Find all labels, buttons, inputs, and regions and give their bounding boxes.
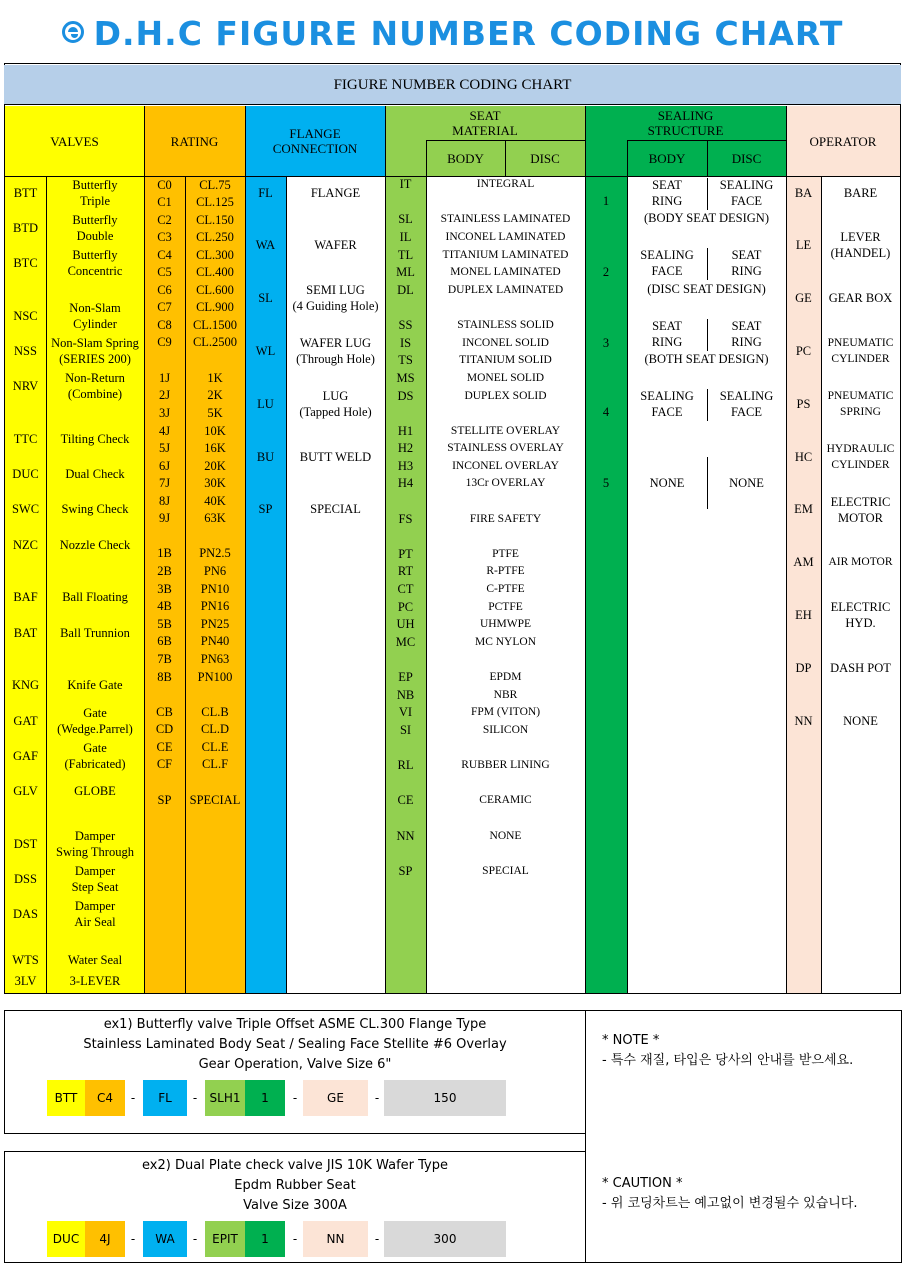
valve-code: NZC: [13, 538, 38, 552]
code-separator: -: [192, 1232, 198, 1246]
valve-code: WTS: [12, 953, 39, 967]
rating-code: 9J: [158, 511, 171, 525]
seat-code: MC: [395, 635, 416, 649]
column-divider: [585, 106, 586, 993]
rating-code: C7: [157, 300, 172, 314]
sealing-note: (DISC SEAT DESIGN): [647, 282, 766, 296]
rating-value: CL.B: [201, 705, 229, 719]
seat-code: MS: [396, 371, 415, 385]
seat-description: INTEGRAL: [476, 178, 535, 190]
rating-value: CL.900: [196, 300, 234, 314]
sealing-code: 5: [602, 476, 610, 490]
operator-code: PS: [796, 397, 811, 411]
sealing-body: NONE: [649, 476, 685, 490]
flange-description: WAFER: [314, 238, 357, 252]
caution-title: * CAUTION *: [602, 1176, 683, 1191]
rating-value: CL.125: [196, 195, 234, 209]
rating-value: 40K: [204, 494, 226, 508]
sealing-code-strip: [585, 106, 627, 993]
rating-code: CF: [156, 757, 173, 771]
seat-code: TL: [397, 248, 414, 262]
seat-description: STAINLESS OVERLAY: [447, 442, 564, 454]
code-separator: -: [130, 1091, 136, 1105]
code-separator: -: [292, 1091, 298, 1105]
rating-value: CL.250: [196, 230, 234, 244]
valve-description: Water Seal: [67, 953, 123, 967]
rating-code: 1J: [158, 371, 171, 385]
seat-description: SILICON: [482, 724, 529, 736]
seat-description: MONEL LAMINATED: [450, 266, 561, 278]
seat-code: NB: [396, 688, 415, 702]
flange-header: FLANGE CONNECTION: [272, 126, 358, 156]
valves-header: VALVES: [50, 133, 99, 149]
company-logo-icon: [62, 21, 84, 43]
sealing-code: 2: [602, 265, 610, 279]
example-1-line: Stainless Laminated Body Seat / Sealing Face Stellite #6 Overlay: [83, 1037, 507, 1052]
example-1-code-chip: FL: [143, 1080, 187, 1116]
seat-description: STAINLESS LAMINATED: [440, 213, 571, 225]
seat-code: PC: [397, 600, 414, 614]
sealing-disc: SEAT RING: [731, 248, 762, 278]
example-1-code-chip: 1: [245, 1080, 285, 1116]
rating-code: C8: [157, 318, 172, 332]
seat-description: MONEL SOLID: [466, 372, 545, 384]
seat-description: SPECIAL: [482, 865, 529, 877]
sealing-disc: SEALING FACE: [719, 178, 774, 208]
valve-code: DAS: [12, 907, 38, 921]
valve-code: GAF: [12, 749, 38, 763]
operator-code: NN: [794, 714, 813, 728]
operator-description: LEVER (HANDEL): [830, 230, 891, 260]
valve-description: Butterfly Concentric: [67, 248, 123, 278]
valve-code: GAT: [13, 714, 38, 728]
valve-code: DST: [13, 837, 38, 851]
seat-code: DL: [397, 283, 414, 297]
example-1-code-chip: 150: [384, 1080, 506, 1116]
valve-description: Damper Air Seal: [74, 899, 116, 929]
rating-code: 8B: [157, 670, 172, 684]
seat-code: PT: [398, 547, 413, 561]
seat-description: INCONEL OVERLAY: [452, 460, 559, 472]
valve-code: 3LV: [14, 974, 37, 988]
seat-code: H4: [397, 476, 414, 490]
valve-description: Damper Step Seat: [71, 864, 119, 894]
seat-code: NN: [396, 829, 415, 843]
seat-code: IS: [399, 336, 412, 350]
seat-code: CE: [397, 793, 414, 807]
rating-value: 1K: [207, 371, 223, 385]
seat-description: R-PTFE: [486, 565, 525, 577]
caution-text: - 위 코딩차트는 예고없이 변경될수 있습니다.: [602, 1196, 858, 1211]
rating-code: 4B: [157, 599, 172, 613]
rating-value: CL.400: [196, 265, 234, 279]
chart-header: FIGURE NUMBER CODING CHART: [4, 65, 901, 105]
flange-code: BU: [256, 450, 275, 464]
flange-code: SP: [258, 502, 273, 516]
rating-code: 3J: [158, 406, 171, 420]
rating-code: C0: [157, 178, 172, 192]
rating-value: CL.F: [201, 757, 229, 771]
example-2-line: ex2) Dual Plate check valve JIS 10K Wafer Type: [142, 1158, 448, 1173]
sealing-body: SEALING FACE: [640, 248, 694, 278]
valve-description: Tilting Check: [60, 432, 130, 446]
rating-code: C6: [157, 283, 172, 297]
flange-code: FL: [258, 186, 273, 200]
rating-value: CL.E: [201, 740, 229, 754]
operator-description: ELECTRIC MOTOR: [830, 495, 891, 525]
seat-code: SL: [398, 212, 413, 226]
seat-description: FIRE SAFETY: [469, 513, 542, 525]
rating-code: 6J: [158, 459, 171, 473]
valve-code: GLV: [13, 784, 38, 798]
valve-description: Nozzle Check: [59, 538, 131, 552]
sealing-note: (BODY SEAT DESIGN): [644, 211, 769, 225]
rating-code: C2: [157, 213, 172, 227]
sealing-inner-divider: [707, 389, 708, 421]
valve-code: BAF: [13, 590, 38, 604]
seat-code: RL: [397, 758, 414, 772]
sealing-body: SEAT RING: [651, 178, 683, 208]
rating-code: 5J: [158, 441, 171, 455]
valve-code: SWC: [11, 502, 40, 516]
rating-code: C5: [157, 265, 172, 279]
rating-value: CL.150: [196, 213, 234, 227]
example-1-line: ex1) Butterfly valve Triple Offset ASME CL.300 Flange Type: [103, 1017, 487, 1032]
seat-header: SEAT MATERIAL: [452, 108, 518, 138]
operator-code: DP: [795, 661, 812, 675]
sealing-note: (BOTH SEAT DESIGN): [644, 352, 769, 366]
rating-value: 63K: [204, 511, 226, 525]
rating-value: 5K: [207, 406, 223, 420]
seat-description: INCONEL SOLID: [462, 337, 549, 349]
example-2-code-chip: DUC: [47, 1221, 85, 1257]
seat-code: SS: [398, 318, 413, 332]
seat-code: EP: [398, 670, 413, 684]
rating-code: CE: [156, 740, 173, 754]
seat-code: VI: [398, 705, 413, 719]
seat-description: PTFE: [492, 548, 519, 560]
rating-code: 3B: [157, 582, 172, 596]
rating-code: 4J: [158, 424, 171, 438]
rating-value: PN25: [200, 617, 230, 631]
sealing-code: 1: [602, 194, 610, 208]
seat-description: EPDM: [489, 671, 522, 683]
valve-description: Damper Swing Through: [56, 829, 134, 859]
valve-description: Gate (Wedge.Parrel): [57, 706, 133, 736]
sealing-disc: NONE: [729, 476, 764, 490]
seat-description: CERAMIC: [479, 794, 532, 806]
operator-code: EM: [794, 502, 813, 516]
rating-value: SPECIAL: [189, 793, 241, 807]
example-2-code-chip: 300: [384, 1221, 506, 1257]
valve-description: Knife Gate: [67, 678, 123, 692]
seat-description: C-PTFE: [486, 583, 525, 595]
rating-value: PN10: [200, 582, 230, 596]
flange-description: LUG (Tapped Hole): [299, 389, 372, 419]
seat-description: TITANIUM LAMINATED: [442, 249, 569, 261]
rating-value: 2K: [207, 388, 223, 402]
rating-value: CL.600: [196, 283, 234, 297]
rating-value: PN16: [200, 599, 230, 613]
valve-code: TTC: [13, 432, 38, 446]
code-separator: -: [374, 1091, 380, 1105]
seat-description: INCONEL LAMINATED: [445, 231, 566, 243]
sealing-inner-divider: [707, 178, 708, 210]
rating-value: CL.D: [200, 722, 230, 736]
rating-code: C4: [157, 248, 172, 262]
seat-disc-header: DISC: [530, 150, 560, 166]
sealing-header: SEALING STRUCTURE: [647, 108, 724, 138]
seat-code: FS: [398, 512, 413, 526]
rating-code: 7J: [158, 476, 171, 490]
sealing-code: 4: [602, 405, 610, 419]
valve-code: NRV: [12, 379, 39, 393]
rating-code: 2J: [158, 388, 171, 402]
sealing-disc-header: DISC: [731, 150, 762, 166]
valve-description: Non-Return (Combine): [65, 371, 125, 401]
valve-description: 3-LEVER: [69, 974, 121, 988]
operator-code: LE: [795, 238, 812, 252]
seat-code: CT: [397, 582, 414, 596]
rating-code: 6B: [157, 634, 172, 648]
rating-value: PN6: [203, 564, 227, 578]
operator-code: AM: [793, 555, 814, 569]
rating-code: 5B: [157, 617, 172, 631]
rating-code: 8J: [158, 494, 171, 508]
valve-description: Swing Check: [61, 502, 129, 516]
sealing-disc: SEAT RING: [731, 319, 762, 349]
seat-code: SP: [398, 864, 413, 878]
rating-code: SP: [157, 793, 172, 807]
example-2-code-chip: WA: [143, 1221, 187, 1257]
valve-code: BAT: [13, 626, 38, 640]
code-separator: -: [192, 1091, 198, 1105]
seat-description: DUPLEX LAMINATED: [447, 284, 564, 296]
seat-description: DUPLEX SOLID: [464, 390, 547, 402]
rating-value: CL.75: [199, 178, 231, 192]
code-separator: -: [374, 1232, 380, 1246]
example-1-code-chip: BTT: [47, 1080, 85, 1116]
valve-description: Non-Slam Spring (SERIES 200): [51, 336, 139, 366]
sealing-inner-divider: [707, 457, 708, 509]
valve-code: NSC: [13, 309, 38, 323]
seat-description: NBR: [493, 689, 518, 701]
operator-description: GEAR BOX: [828, 291, 893, 305]
valve-description: Ball Trunnion: [60, 626, 130, 640]
sealing-disc: SEALING FACE: [719, 389, 774, 419]
example-2-code-chip: EPIT: [205, 1221, 245, 1257]
seat-description: 13Cr OVERLAY: [465, 477, 546, 489]
seat-description: NONE: [489, 830, 522, 842]
rating-value: PN2.5: [199, 546, 231, 560]
seat-description: FPM (VITON): [470, 706, 541, 718]
code-separator: -: [130, 1232, 136, 1246]
rating-code: C1: [157, 195, 172, 209]
valve-code: BTD: [13, 221, 38, 235]
flange-description: FLANGE: [310, 186, 361, 200]
sealing-inner-divider: [707, 319, 708, 351]
example-1-code-chip: GE: [303, 1080, 368, 1116]
flange-description: SPECIAL: [310, 502, 361, 516]
sealing-body: SEALING FACE: [640, 389, 694, 419]
seat-description: STELLITE OVERLAY: [450, 425, 561, 437]
valve-code: BTC: [13, 256, 38, 270]
operator-code: GE: [795, 291, 812, 305]
operator-description: AIR MOTOR: [828, 556, 893, 568]
rating-value: 16K: [204, 441, 226, 455]
rating-code: 1B: [157, 546, 172, 560]
note-title: * NOTE *: [602, 1033, 660, 1048]
operator-code: PC: [795, 344, 812, 358]
example-1-line: Gear Operation, Valve Size 6": [198, 1057, 392, 1072]
seat-code: SI: [399, 723, 412, 737]
seat-code: IL: [399, 230, 412, 244]
rating-code: C9: [157, 335, 172, 349]
rating-value: 30K: [204, 476, 226, 490]
sealing-code: 3: [602, 336, 610, 350]
valve-description: Non-Slam Cylinder: [69, 301, 121, 331]
seat-code: UH: [396, 617, 415, 631]
sealing-body: SEAT RING: [651, 319, 683, 349]
seat-code: TS: [398, 353, 413, 367]
rating-code: 2B: [157, 564, 172, 578]
operator-code: EH: [795, 608, 812, 622]
rating-code: CB: [156, 705, 173, 719]
flange-code: SL: [258, 291, 273, 305]
example-1-code-chip: SLH1: [205, 1080, 245, 1116]
example-2-code-chip: NN: [303, 1221, 368, 1257]
example-2-line: Epdm Rubber Seat: [234, 1178, 356, 1193]
flange-description: SEMI LUG (4 Guiding Hole): [292, 283, 379, 313]
valve-description: GLOBE: [74, 784, 116, 798]
sealing-inner-divider: [707, 248, 708, 280]
flange-description: WAFER LUG (Through Hole): [296, 336, 375, 366]
rating-value: CL.2500: [192, 335, 238, 349]
operator-header: OPERATOR: [809, 133, 877, 149]
flange-code: LU: [257, 397, 274, 411]
valve-description: Gate (Fabricated): [64, 741, 126, 771]
rating-value: PN100: [197, 670, 233, 684]
operator-description: HYDRAULIC CYLINDER: [826, 443, 895, 471]
valve-description: Butterfly Triple: [72, 178, 118, 208]
example-1-code-chip: C4: [85, 1080, 125, 1116]
rating-code: CD: [155, 722, 174, 736]
operator-description: PNEUMATIC CYLINDER: [827, 337, 894, 365]
example-2-code-chip: 4J: [85, 1221, 125, 1257]
valve-code: DUC: [12, 467, 39, 481]
seat-description: MC NYLON: [474, 636, 536, 648]
operator-description: ELECTRIC HYD.: [830, 600, 891, 630]
seat-code: IT: [399, 177, 412, 191]
flange-description: BUTT WELD: [299, 450, 372, 464]
seat-description: STAINLESS SOLID: [457, 319, 554, 331]
page-title-text: D.H.C FIGURE NUMBER CODING CHART: [93, 14, 844, 53]
rating-value: PN63: [200, 652, 230, 666]
operator-description: BARE: [843, 186, 878, 200]
seat-description: UHMWPE: [479, 618, 532, 630]
flange-code: WA: [255, 238, 276, 252]
valve-code: DSS: [14, 872, 37, 886]
seat-description: RUBBER LINING: [461, 759, 550, 771]
seat-code: H2: [397, 441, 414, 455]
rating-code: 7B: [157, 652, 172, 666]
seat-code: H1: [397, 424, 414, 438]
valve-description: Dual Check: [65, 467, 125, 481]
operator-description: NONE: [843, 714, 878, 728]
rating-value: 10K: [204, 424, 226, 438]
valve-code: NSS: [14, 344, 37, 358]
rating-code: C3: [157, 230, 172, 244]
note-text: - 특수 재질, 타입은 당사의 안내를 받으세요.: [602, 1053, 854, 1068]
operator-description: PNEUMATIC SPRING: [827, 390, 894, 418]
valve-code: BTT: [13, 186, 38, 200]
seat-code: H3: [397, 459, 414, 473]
operator-code: HC: [794, 450, 813, 464]
flange-code: WL: [255, 344, 276, 358]
operator-description: DASH POT: [830, 661, 891, 675]
seat-body-header: BODY: [447, 150, 484, 166]
seat-code: RT: [397, 564, 414, 578]
sealing-body-header: BODY: [648, 150, 686, 166]
rating-value: PN40: [200, 634, 230, 648]
page-title: [0, 14, 905, 53]
code-separator: -: [292, 1232, 298, 1246]
seat-description: PCTFE: [488, 601, 523, 613]
rating-header: RATING: [170, 133, 219, 149]
rating-value: CL.1500: [192, 318, 238, 332]
operator-code: BA: [794, 186, 813, 200]
seat-code: DS: [397, 389, 414, 403]
seat-code: ML: [396, 265, 415, 279]
valve-description: Butterfly Double: [72, 213, 118, 243]
example-2-code-chip: 1: [245, 1221, 285, 1257]
example-2-line: Valve Size 300A: [243, 1198, 347, 1213]
valve-description: Ball Floating: [62, 590, 128, 604]
valve-code: KNG: [11, 678, 40, 692]
rating-value: 20K: [204, 459, 226, 473]
rating-value: CL.300: [196, 248, 234, 262]
seat-description: TITANIUM SOLID: [459, 354, 552, 366]
